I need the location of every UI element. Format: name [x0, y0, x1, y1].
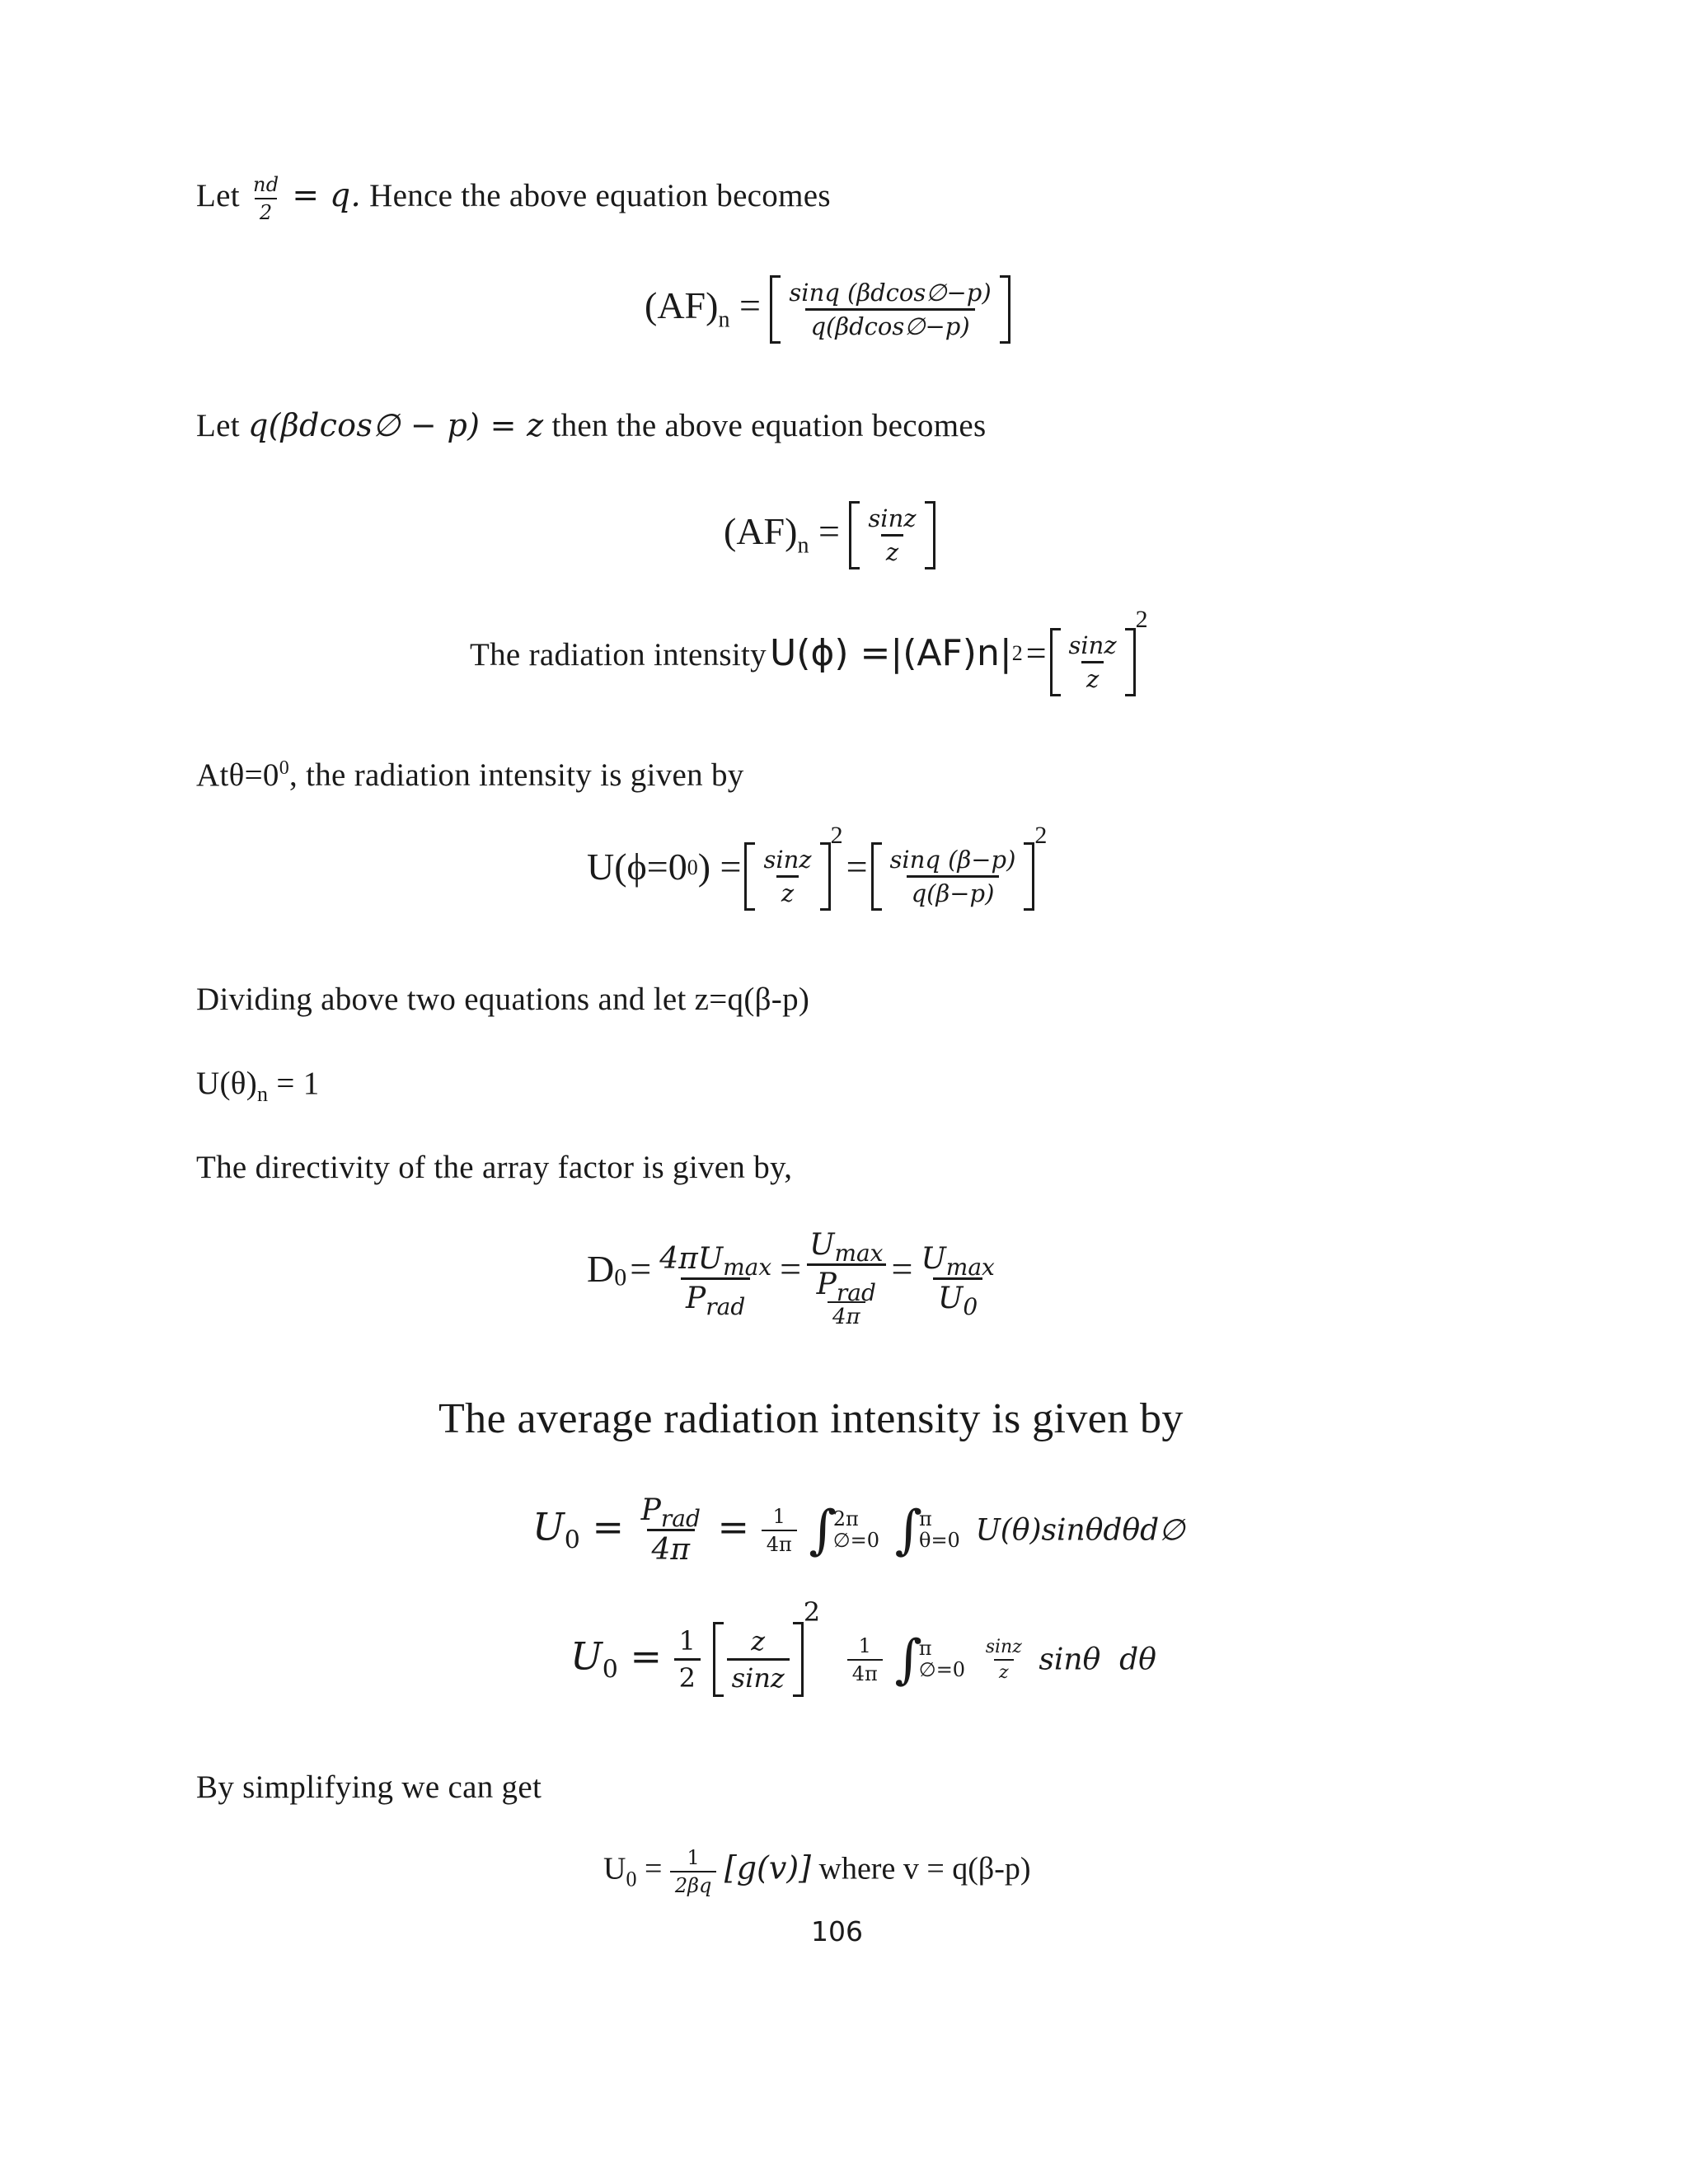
- integral-limits-2: [919, 1509, 960, 1550]
- fraction-denominator: z: [1081, 661, 1104, 693]
- af-lhs: (AF): [724, 510, 798, 553]
- u0-equation-2: [570, 1596, 1156, 1697]
- fraction-denominator: U: [938, 1282, 964, 1315]
- u0-subscript: 0: [626, 1867, 637, 1891]
- bracket-exponent: 2: [803, 1596, 821, 1629]
- fraction-numerator: sinz: [1068, 631, 1117, 659]
- at-theta-line: [196, 757, 744, 794]
- d0-fraction-3: [916, 1242, 999, 1321]
- directivity-text: The directivity of the array factor is given by,: [196, 1150, 793, 1185]
- z-over-sinz-fraction: [727, 1625, 790, 1694]
- af-numerator: sinq (βdcos∅−p): [789, 279, 992, 307]
- fraction-numerator: U: [921, 1242, 946, 1276]
- u0-equation-1: [532, 1493, 1185, 1567]
- fraction-denominator: z: [994, 1659, 1014, 1683]
- fraction-numerator: sinz: [868, 504, 917, 532]
- degree-superscript: 0: [279, 757, 289, 779]
- equals-sign: =: [846, 846, 868, 888]
- nested-denominator: 4π: [828, 1301, 865, 1329]
- dividing-text: Dividing above two equations and let z=q(β-p): [196, 982, 810, 1017]
- nested-fraction: [812, 1268, 881, 1329]
- square-bracket: [713, 1622, 804, 1697]
- g-of-v-expr: [g(v)]: [724, 1849, 811, 1886]
- equals-sign: =: [630, 1633, 663, 1679]
- one-over-4pi-fraction: [762, 1505, 797, 1556]
- nested-numerator: P: [816, 1268, 837, 1301]
- fraction-numerator: 1: [772, 1504, 785, 1528]
- radiation-intensity-label: The radiation intensity: [470, 637, 767, 673]
- u-theta-text: U(θ): [196, 1066, 258, 1101]
- square-bracket: [770, 275, 1010, 344]
- simplify-text: By simplifying we can get: [196, 1769, 542, 1805]
- sinz-over-z-fraction: [758, 846, 816, 907]
- fraction-denominator: 4π: [647, 1529, 696, 1567]
- page-number-text: 106: [811, 1915, 863, 1947]
- integral-limits-1: [833, 1509, 879, 1550]
- z-definition-expr: q(βdcos∅ − p) = z: [247, 407, 544, 443]
- af-subscript: n: [797, 532, 809, 559]
- one-half-fraction: [674, 1625, 701, 1694]
- u0-subscript: 0: [602, 1655, 618, 1685]
- nd-over-2-fraction: [248, 173, 284, 224]
- lower-limit: ∅=0: [832, 1528, 880, 1552]
- integral-sign: ∫: [894, 1629, 922, 1690]
- fraction-denominator: 2: [674, 1658, 701, 1694]
- fraction-denominator: P: [686, 1282, 706, 1315]
- fraction-denominator: q(β−p): [907, 875, 1000, 907]
- square-bracket: [849, 501, 935, 569]
- af-lhs: (AF): [645, 284, 719, 327]
- fraction-numerator: sinz: [763, 846, 812, 874]
- rad-subscript: rad: [836, 1279, 876, 1307]
- equals-sign: =: [717, 1504, 750, 1549]
- fraction-numerator: nd: [252, 173, 279, 196]
- integral-sign-1: ∫: [809, 1499, 837, 1561]
- equals-sign: =: [780, 1248, 802, 1291]
- lower-limit: θ=0: [919, 1528, 960, 1552]
- af-equation-2: [724, 501, 935, 569]
- square-bracket-1: [744, 842, 830, 911]
- page-number: [811, 1915, 863, 1947]
- let-z-rest-text: then the above equation becomes: [551, 408, 987, 443]
- u0-lhs: U: [603, 1851, 626, 1886]
- equals-sign: =: [891, 1248, 913, 1291]
- rad-subscript: rad: [706, 1293, 746, 1321]
- let-q-line: [196, 173, 831, 224]
- d0-fraction-1: [654, 1242, 776, 1321]
- upper-limit: π: [919, 1507, 932, 1531]
- fraction-denominator: 2: [255, 198, 278, 224]
- max-subscript: max: [834, 1240, 884, 1268]
- integrand: sinθ dθ: [1039, 1643, 1156, 1677]
- let-z-line: [196, 407, 986, 444]
- upper-limit: 2π: [832, 1507, 859, 1531]
- fraction-numerator: sinz: [985, 1636, 1022, 1657]
- fraction-numerator: U: [809, 1228, 835, 1262]
- fraction-numerator: z: [751, 1625, 766, 1657]
- prad-over-4pi-fraction: [636, 1493, 706, 1567]
- d0-subscript: 0: [614, 1263, 627, 1291]
- d0-lhs: D: [587, 1248, 615, 1291]
- upper-limit: π: [918, 1637, 932, 1661]
- fraction-numerator: 4πU: [659, 1242, 724, 1276]
- integrand: U(θ)sinθdθd∅: [975, 1513, 1185, 1548]
- at-theta-rest-text: , the radiation intensity is given by: [289, 757, 744, 793]
- degree-superscript: 0: [687, 855, 698, 879]
- let-word: Let: [196, 177, 240, 213]
- bracket-exponent: 2: [830, 821, 843, 849]
- sinz-over-z-fraction: [981, 1637, 1027, 1683]
- fraction-numerator: P: [640, 1493, 661, 1527]
- sinz-over-z-fraction: [863, 504, 921, 566]
- radiation-intensity-line: [470, 605, 1148, 696]
- integral-sign-2: ∫: [894, 1499, 922, 1561]
- equals-sign: =: [636, 1851, 663, 1886]
- where-v-text: where v = q(β-p): [818, 1851, 1031, 1886]
- equals-sign: =: [738, 284, 761, 327]
- square-bracket: [1050, 628, 1136, 696]
- rad-subscript: rad: [660, 1505, 701, 1533]
- average-intensity-heading: [438, 1394, 1184, 1443]
- u-phi-expr: U(ϕ) =|(AF)n|: [769, 632, 1012, 675]
- at-theta-text: Atθ=0: [196, 757, 279, 793]
- max-subscript: max: [945, 1254, 995, 1282]
- fraction-numerator: 1: [687, 1846, 700, 1869]
- af-denominator: q(βdcos∅−p): [805, 308, 974, 340]
- af-equation-1: [645, 275, 1010, 344]
- d0-equation: [587, 1228, 1000, 1329]
- u0-lhs: U: [570, 1633, 603, 1679]
- fraction-denominator: 2βq: [670, 1871, 717, 1897]
- integral-limits: [919, 1638, 965, 1680]
- average-intensity-text: The average radiation intensity is given by: [438, 1395, 1184, 1442]
- one-over-2betaq-fraction: [670, 1846, 717, 1897]
- equals-sign: =: [630, 1248, 652, 1291]
- fraction-numerator: sinq (β−p): [889, 846, 1016, 874]
- u-phi-zero-equation: [587, 821, 1048, 911]
- fraction-denominator: 4π: [847, 1659, 883, 1685]
- power-two: 2: [1011, 640, 1023, 665]
- equals-sign: =: [1025, 633, 1047, 674]
- let-word: Let: [196, 408, 240, 443]
- zero-subscript: 0: [963, 1293, 978, 1321]
- fraction-numerator: 1: [678, 1625, 696, 1657]
- af-subscript: n: [718, 307, 730, 333]
- fraction-denominator: 4π: [762, 1530, 797, 1556]
- max-subscript: max: [723, 1254, 772, 1282]
- bracket-exponent: 2: [1135, 605, 1148, 633]
- one-over-4pi-fraction: [847, 1634, 883, 1685]
- fraction-denominator: sinz: [727, 1658, 790, 1694]
- sinq-fraction: [885, 846, 1021, 907]
- af-fraction: [784, 279, 996, 340]
- u-phi-lhs-end: ) =: [697, 846, 742, 888]
- square-bracket-2: [871, 842, 1035, 911]
- equals-q: = q.: [292, 176, 362, 214]
- fraction-denominator: z: [776, 875, 799, 907]
- fraction-numerator: 1: [858, 1633, 871, 1657]
- u-theta-line: [196, 1065, 320, 1106]
- sinz-over-z-fraction: [1064, 631, 1122, 693]
- bracket-exponent: 2: [1034, 821, 1048, 849]
- fraction-denominator: z: [881, 534, 903, 566]
- u0-final-equation: [603, 1846, 1031, 1897]
- u-theta-rest: = 1: [268, 1066, 320, 1101]
- equals-sign: =: [592, 1504, 625, 1549]
- lower-limit: ∅=0: [918, 1657, 966, 1681]
- directivity-line: [196, 1149, 792, 1186]
- equals-sign: =: [818, 510, 840, 553]
- let-q-rest-text: Hence the above equation becomes: [369, 177, 831, 213]
- d0-fraction-2: [804, 1228, 888, 1329]
- u0-subscript: 0: [564, 1526, 580, 1555]
- u0-lhs: U: [532, 1504, 565, 1549]
- u-theta-subscript: n: [257, 1081, 269, 1106]
- simplify-line: [196, 1769, 542, 1806]
- dividing-line: [196, 981, 809, 1018]
- u-phi-lhs: U(ϕ=0: [587, 846, 687, 888]
